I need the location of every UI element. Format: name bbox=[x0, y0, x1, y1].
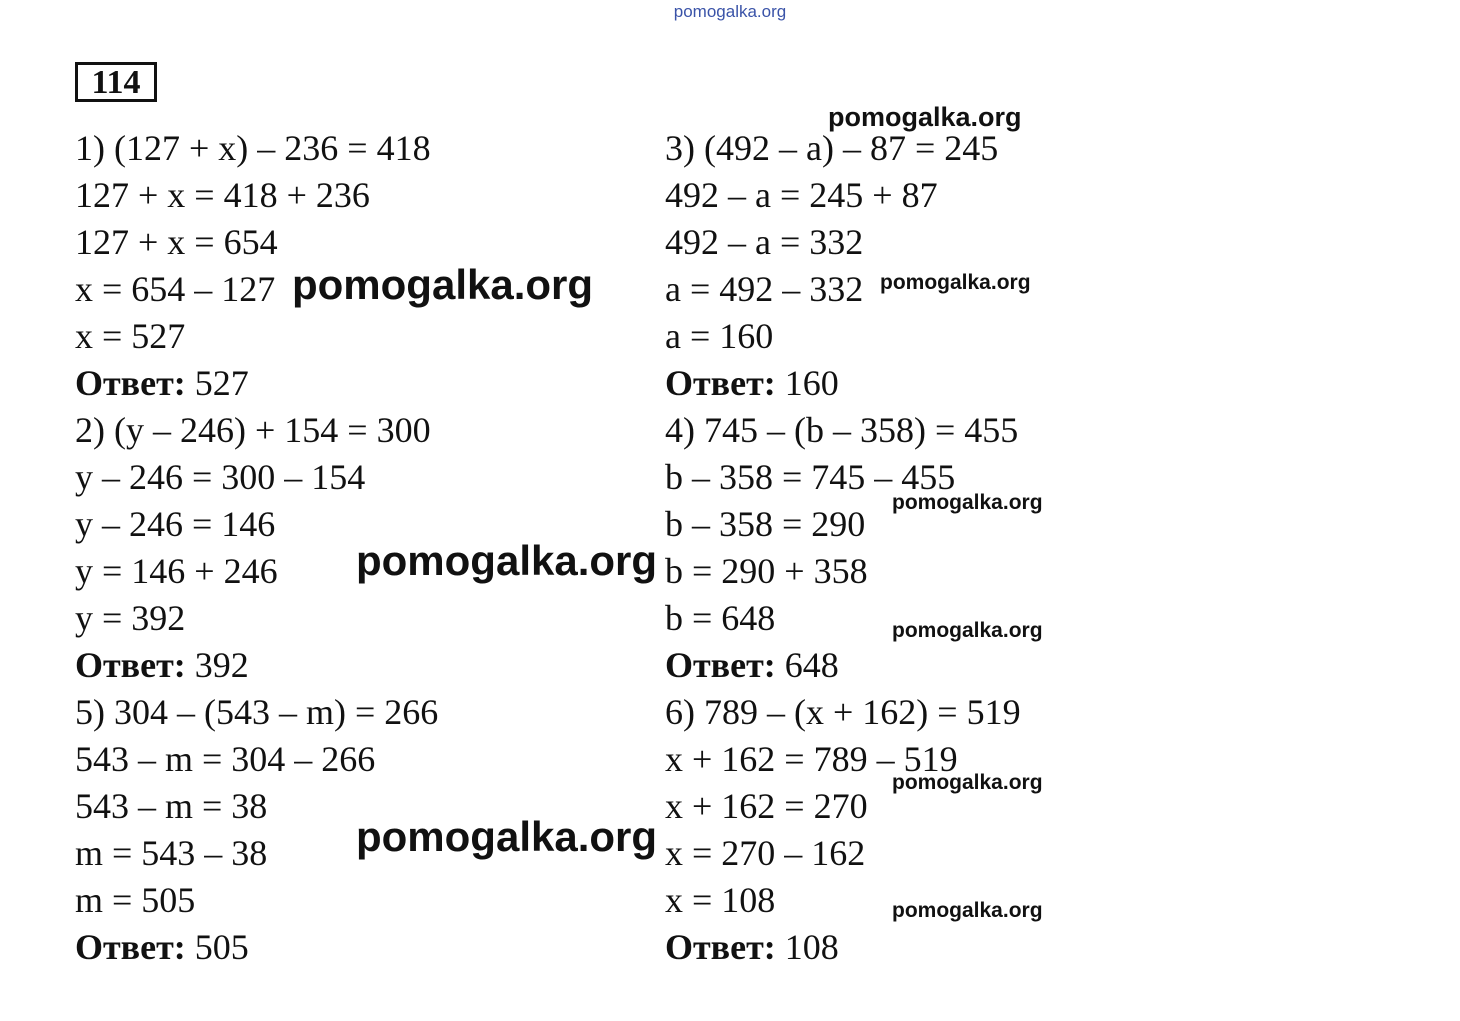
equation-line: 1) (127 + x) – 236 = 418 bbox=[75, 128, 431, 168]
equation-line: x + 162 = 789 – 519 bbox=[665, 739, 958, 779]
answer-line bbox=[75, 642, 438, 689]
equation-line: m = 505 bbox=[75, 880, 196, 920]
watermark: pomogalka.org bbox=[292, 261, 594, 308]
answer-label: Ответ: bbox=[75, 363, 186, 403]
equation-line: b – 358 = 745 – 455 bbox=[665, 457, 956, 497]
equation-line: 6) 789 – (x + 162) = 519 bbox=[665, 692, 1021, 732]
equation-line: x + 162 = 270 bbox=[665, 786, 868, 826]
watermark: pomogalka.org bbox=[892, 899, 1043, 922]
watermark: pomogalka.org bbox=[828, 102, 1022, 132]
answer-line bbox=[665, 642, 1021, 689]
watermark: pomogalka.org bbox=[356, 537, 658, 584]
equation-line: 127 + x = 654 bbox=[75, 222, 278, 262]
answer-label: Ответ: bbox=[665, 645, 776, 685]
answer-line bbox=[75, 360, 438, 407]
equation-line: 543 – m = 38 bbox=[75, 786, 268, 826]
equation-line: 3) (492 – a) – 87 = 245 bbox=[665, 128, 999, 168]
equation-line: b – 358 = 290 bbox=[665, 504, 866, 544]
equation-line: 127 + x = 418 + 236 bbox=[75, 175, 370, 215]
task-number-box: 114 bbox=[75, 62, 157, 102]
answer-label: Ответ: bbox=[75, 927, 186, 967]
answer-label: Ответ: bbox=[665, 363, 776, 403]
equation-line: 492 – a = 332 bbox=[665, 222, 864, 262]
top-watermark: pomogalka.org bbox=[673, 2, 787, 21]
watermark: pomogalka.org bbox=[892, 491, 1043, 514]
equation-line: 492 – a = 245 + 87 bbox=[665, 175, 938, 215]
equation-line: y = 146 + 246 bbox=[75, 551, 278, 591]
equation-line: b = 648 bbox=[665, 598, 776, 638]
equation-line: 4) 745 – (b – 358) = 455 bbox=[665, 410, 1019, 450]
equation-line: a = 160 bbox=[665, 316, 774, 356]
equation-line: y = 392 bbox=[75, 598, 186, 638]
equation-line: a = 492 – 332 bbox=[665, 269, 864, 309]
answer-value: 527 bbox=[194, 363, 249, 403]
answer-value: 392 bbox=[194, 645, 249, 685]
answer-value: 505 bbox=[194, 927, 249, 967]
equation-line: m = 543 – 38 bbox=[75, 833, 268, 873]
equation-line: y – 246 = 300 – 154 bbox=[75, 457, 366, 497]
equation-line: 543 – m = 304 – 266 bbox=[75, 739, 376, 779]
equation-line: x = 270 – 162 bbox=[665, 833, 866, 873]
answer-label: Ответ: bbox=[75, 645, 186, 685]
equation-line: 5) 304 – (543 – m) = 266 bbox=[75, 692, 439, 732]
answer-line bbox=[75, 924, 438, 971]
watermark: pomogalka.org bbox=[880, 271, 1031, 294]
answer-value: 108 bbox=[784, 927, 839, 967]
equation-line: y – 246 = 146 bbox=[75, 504, 276, 544]
equation-line: x = 654 – 127 bbox=[75, 269, 276, 309]
equation-line: 2) (y – 246) + 154 = 300 bbox=[75, 410, 431, 450]
answer-line bbox=[665, 924, 1021, 971]
answer-line bbox=[665, 360, 1021, 407]
equation-line: x = 527 bbox=[75, 316, 186, 356]
equation-line: x = 108 bbox=[665, 880, 776, 920]
answer-label: Ответ: bbox=[665, 927, 776, 967]
right-solution-column bbox=[665, 125, 1021, 971]
watermark: pomogalka.org bbox=[892, 771, 1043, 794]
answer-value: 160 bbox=[784, 363, 839, 403]
equation-line: b = 290 + 358 bbox=[665, 551, 868, 591]
watermark: pomogalka.org bbox=[356, 813, 658, 860]
watermark: pomogalka.org bbox=[892, 619, 1043, 642]
answer-value: 648 bbox=[784, 645, 839, 685]
